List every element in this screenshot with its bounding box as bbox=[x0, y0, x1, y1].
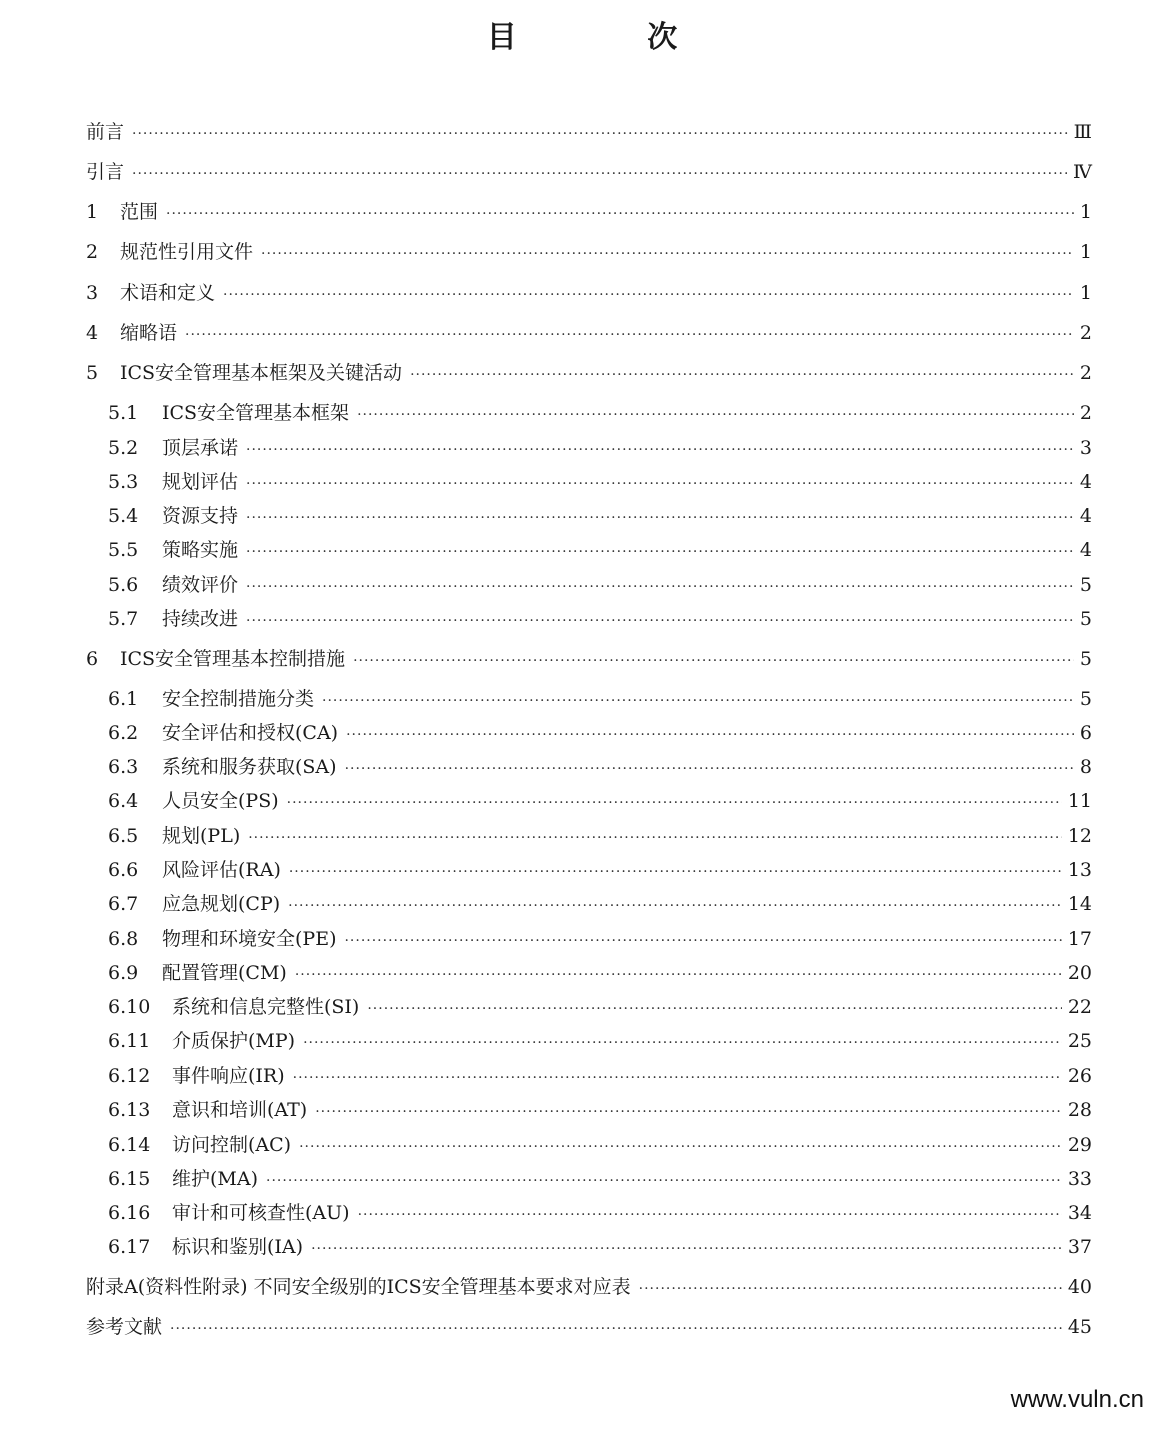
toc-entry[interactable] bbox=[108, 1029, 1092, 1055]
toc-leader-dots bbox=[346, 723, 1074, 747]
toc-entry-page: 5 bbox=[1079, 688, 1092, 710]
toc-entry-page: 13 bbox=[1067, 859, 1092, 881]
toc-entry[interactable] bbox=[86, 200, 1092, 226]
toc-leader-dots bbox=[246, 438, 1074, 462]
toc-leader-dots bbox=[299, 1135, 1062, 1159]
toc-entry-label: 术语和定义 bbox=[120, 282, 216, 304]
toc-entry-label: 前言 bbox=[86, 121, 125, 143]
toc-entry-label: 参考文献 bbox=[86, 1316, 163, 1338]
toc-entry-number: 6.3 bbox=[108, 756, 139, 778]
toc-entry-page: 28 bbox=[1067, 1099, 1092, 1121]
toc-entry-page: 14 bbox=[1067, 893, 1092, 915]
toc-entry-page: Ⅳ bbox=[1073, 161, 1092, 183]
toc-entry-page: 20 bbox=[1067, 962, 1092, 984]
toc-entry-number: 5.5 bbox=[108, 539, 139, 561]
toc-entry-page: 8 bbox=[1079, 756, 1092, 778]
toc-entry[interactable] bbox=[108, 1064, 1092, 1090]
toc-entry-label: 标识和鉴别(IA) bbox=[172, 1236, 304, 1258]
toc-entry-label: 应急规划(CP) bbox=[162, 893, 281, 915]
toc-leader-dots bbox=[246, 472, 1074, 496]
toc-entry-label: ICS安全管理基本框架及关键活动 bbox=[120, 362, 403, 384]
toc-entry-number: 6.6 bbox=[108, 859, 139, 881]
toc-entry-page: 1 bbox=[1079, 282, 1092, 304]
toc-entry-number: 6.5 bbox=[108, 825, 139, 847]
toc-leader-dots bbox=[639, 1277, 1062, 1301]
toc-entry-number: 6.11 bbox=[108, 1030, 151, 1052]
toc-entry-page: 26 bbox=[1067, 1065, 1092, 1087]
toc-leader-dots bbox=[353, 649, 1074, 673]
toc-leader-dots bbox=[289, 860, 1062, 884]
toc-entry-page: 2 bbox=[1079, 402, 1092, 424]
toc-entry-label: 安全评估和授权(CA) bbox=[162, 722, 339, 744]
toc-entry[interactable] bbox=[86, 1275, 1092, 1301]
toc-entry[interactable] bbox=[108, 1167, 1092, 1193]
toc-entry-label: 人员安全(PS) bbox=[162, 790, 279, 812]
toc-entry-page: 5 bbox=[1079, 648, 1092, 670]
toc-leader-dots bbox=[410, 363, 1074, 387]
toc-entry-label: 绩效评价 bbox=[162, 574, 239, 596]
toc-entry[interactable] bbox=[108, 504, 1092, 530]
toc-entry[interactable] bbox=[86, 240, 1092, 266]
toc-entry-label: 范围 bbox=[120, 201, 159, 223]
toc-leader-dots bbox=[246, 540, 1074, 564]
toc-entry[interactable] bbox=[108, 573, 1092, 599]
toc-leader-dots bbox=[311, 1237, 1062, 1261]
toc-entry[interactable] bbox=[108, 824, 1092, 850]
toc-leader-dots bbox=[248, 826, 1062, 850]
toc-leader-dots bbox=[345, 757, 1074, 781]
toc-entry[interactable] bbox=[108, 1098, 1092, 1124]
toc-leader-dots bbox=[303, 1031, 1062, 1055]
toc-entry[interactable] bbox=[108, 927, 1092, 953]
toc-entry-label: 持续改进 bbox=[162, 608, 239, 630]
toc-leader-dots bbox=[357, 403, 1074, 427]
toc-entry[interactable] bbox=[108, 538, 1092, 564]
toc-entry-number: 6.10 bbox=[108, 996, 151, 1018]
toc-entry-label: 配置管理(CM) bbox=[162, 962, 287, 984]
toc-entry-number: 5.6 bbox=[108, 574, 139, 596]
toc-leader-dots bbox=[315, 1100, 1062, 1124]
toc-entry[interactable] bbox=[108, 858, 1092, 884]
toc-leader-dots bbox=[266, 1169, 1062, 1193]
toc-entry-label: 访问控制(AC) bbox=[172, 1134, 292, 1156]
toc-leader-dots bbox=[132, 162, 1067, 186]
toc-entry-number: 5.4 bbox=[108, 505, 139, 527]
toc-entry[interactable] bbox=[86, 120, 1092, 146]
toc-entry-page: 25 bbox=[1067, 1030, 1092, 1052]
toc-entry-label: 系统和服务获取(SA) bbox=[162, 756, 337, 778]
toc-entry-page: 29 bbox=[1067, 1134, 1092, 1156]
toc-entry-number: 6.7 bbox=[108, 893, 139, 915]
toc-entry[interactable] bbox=[86, 321, 1092, 347]
toc-entry[interactable] bbox=[86, 361, 1092, 387]
toc-entry-page: 37 bbox=[1067, 1236, 1092, 1258]
toc-entry-label: 策略实施 bbox=[162, 539, 239, 561]
toc-entry-number: 6.13 bbox=[108, 1099, 151, 1121]
toc-entry[interactable] bbox=[86, 160, 1092, 186]
page-title: 目 次 bbox=[486, 20, 738, 55]
toc-entry-page: 11 bbox=[1067, 790, 1092, 812]
toc-leader-dots bbox=[185, 323, 1074, 347]
toc-entry-label: 物理和环境安全(PE) bbox=[162, 928, 337, 950]
toc-entry-page: 6 bbox=[1079, 722, 1092, 744]
toc-entry-page: 4 bbox=[1079, 471, 1092, 493]
toc-entry[interactable] bbox=[108, 1133, 1092, 1159]
toc-leader-dots bbox=[322, 689, 1074, 713]
toc-entry-page: 40 bbox=[1067, 1276, 1092, 1298]
toc-leader-dots bbox=[295, 963, 1062, 987]
toc-entry[interactable] bbox=[86, 281, 1092, 307]
toc-entry-page: 4 bbox=[1079, 505, 1092, 527]
toc-entry-page: 5 bbox=[1079, 574, 1092, 596]
toc-entry-label: 规范性引用文件 bbox=[120, 241, 254, 263]
toc-leader-dots bbox=[166, 202, 1074, 226]
toc-leader-dots bbox=[367, 997, 1061, 1021]
toc-leader-dots bbox=[246, 506, 1074, 530]
toc-entry-number: 6.4 bbox=[108, 790, 139, 812]
toc-entry[interactable] bbox=[108, 470, 1092, 496]
toc-entry[interactable] bbox=[86, 647, 1092, 673]
toc-entry-label: 规划(PL) bbox=[162, 825, 241, 847]
toc-entry-number: 6 bbox=[86, 648, 99, 670]
toc-entry-label: 介质保护(MP) bbox=[172, 1030, 296, 1052]
toc-entry[interactable] bbox=[108, 436, 1092, 462]
toc-entry[interactable] bbox=[86, 1315, 1092, 1341]
toc-entry-number: 6.9 bbox=[108, 962, 139, 984]
toc-entry-page: 2 bbox=[1079, 322, 1092, 344]
toc-entry-label: 事件响应(IR) bbox=[172, 1065, 285, 1087]
toc-entry-page: 45 bbox=[1067, 1316, 1092, 1338]
toc-entry-number: 6.14 bbox=[108, 1134, 151, 1156]
toc-entry-number: 6.12 bbox=[108, 1065, 151, 1087]
toc-leader-dots bbox=[223, 283, 1074, 307]
toc-entry-page: 22 bbox=[1067, 996, 1092, 1018]
toc-leader-dots bbox=[358, 1203, 1062, 1227]
toc-entry-number: 5.2 bbox=[108, 437, 139, 459]
toc-entry[interactable] bbox=[108, 1201, 1092, 1227]
toc-entry-label: ICS安全管理基本控制措施 bbox=[120, 648, 346, 670]
toc-entry-label: 缩略语 bbox=[120, 322, 178, 344]
toc-entry[interactable] bbox=[108, 607, 1092, 633]
toc-entry-label: 风险评估(RA) bbox=[162, 859, 281, 881]
toc-entry-number: 6.16 bbox=[108, 1202, 151, 1224]
toc-entry-number: 5.3 bbox=[108, 471, 139, 493]
toc-entry-number: 6.1 bbox=[108, 688, 139, 710]
toc-leader-dots bbox=[287, 791, 1062, 815]
toc-entry-label: 审计和可核查性(AU) bbox=[172, 1202, 350, 1224]
toc-entry-label: 维护(MA) bbox=[172, 1168, 259, 1190]
toc-leader-dots bbox=[246, 609, 1074, 633]
toc-entry-label: 附录A(资料性附录) 不同安全级别的ICS安全管理基本要求对应表 bbox=[86, 1276, 631, 1298]
toc-entry-page: 5 bbox=[1079, 608, 1092, 630]
toc-entry[interactable] bbox=[108, 789, 1092, 815]
toc-entry-number: 2 bbox=[86, 241, 99, 263]
toc-entry-page: 1 bbox=[1079, 241, 1092, 263]
toc-entry-number: 1 bbox=[86, 201, 99, 223]
toc-entry-page: 33 bbox=[1067, 1168, 1092, 1190]
toc-leader-dots bbox=[288, 894, 1062, 918]
toc-entry-label: 资源支持 bbox=[162, 505, 239, 527]
toc-entry[interactable] bbox=[108, 892, 1092, 918]
toc-leader-dots bbox=[293, 1066, 1062, 1090]
toc-entry-number: 6.17 bbox=[108, 1236, 151, 1258]
toc-entry-page: 2 bbox=[1079, 362, 1092, 384]
toc-entry[interactable] bbox=[108, 401, 1092, 427]
toc-entry-page: 34 bbox=[1067, 1202, 1092, 1224]
toc-entry-page: 1 bbox=[1079, 201, 1092, 223]
toc-leader-dots bbox=[344, 929, 1061, 953]
toc-entry[interactable] bbox=[108, 687, 1092, 713]
toc-entry-number: 4 bbox=[86, 322, 99, 344]
toc-entry-page: 4 bbox=[1079, 539, 1092, 561]
toc-entry[interactable] bbox=[108, 1235, 1092, 1261]
toc-entry-number: 6.15 bbox=[108, 1168, 151, 1190]
toc-entry[interactable] bbox=[108, 721, 1092, 747]
toc-leader-dots bbox=[170, 1317, 1062, 1341]
toc-leader-dots bbox=[246, 575, 1074, 599]
toc-entry-label: 安全控制措施分类 bbox=[162, 688, 315, 710]
toc-entry-number: 5.1 bbox=[108, 402, 139, 424]
toc-entry-number: 3 bbox=[86, 282, 99, 304]
toc-leader-dots bbox=[261, 242, 1074, 266]
toc-entry[interactable] bbox=[108, 995, 1092, 1021]
toc-entry-number: 6.2 bbox=[108, 722, 139, 744]
toc-entry-page: 17 bbox=[1067, 928, 1092, 950]
watermark-text: www.vuln.cn bbox=[1010, 1386, 1144, 1413]
toc-entry-page: Ⅲ bbox=[1073, 121, 1092, 143]
toc-entry[interactable] bbox=[108, 755, 1092, 781]
toc-leader-dots bbox=[132, 122, 1068, 146]
toc-entry-number: 5 bbox=[86, 362, 99, 384]
toc-entry-label: ICS安全管理基本框架 bbox=[162, 402, 350, 424]
toc-entry[interactable] bbox=[108, 961, 1092, 987]
toc-entry-number: 6.8 bbox=[108, 928, 139, 950]
toc-entry-label: 意识和培训(AT) bbox=[172, 1099, 308, 1121]
toc-entry-number: 5.7 bbox=[108, 608, 139, 630]
toc-entry-page: 12 bbox=[1067, 825, 1092, 847]
toc-entry-page: 3 bbox=[1079, 437, 1092, 459]
toc-entry-label: 顶层承诺 bbox=[162, 437, 239, 459]
toc-entry-label: 规划评估 bbox=[162, 471, 239, 493]
toc-entry-label: 引言 bbox=[86, 161, 125, 183]
toc-entry-label: 系统和信息完整性(SI) bbox=[172, 996, 360, 1018]
